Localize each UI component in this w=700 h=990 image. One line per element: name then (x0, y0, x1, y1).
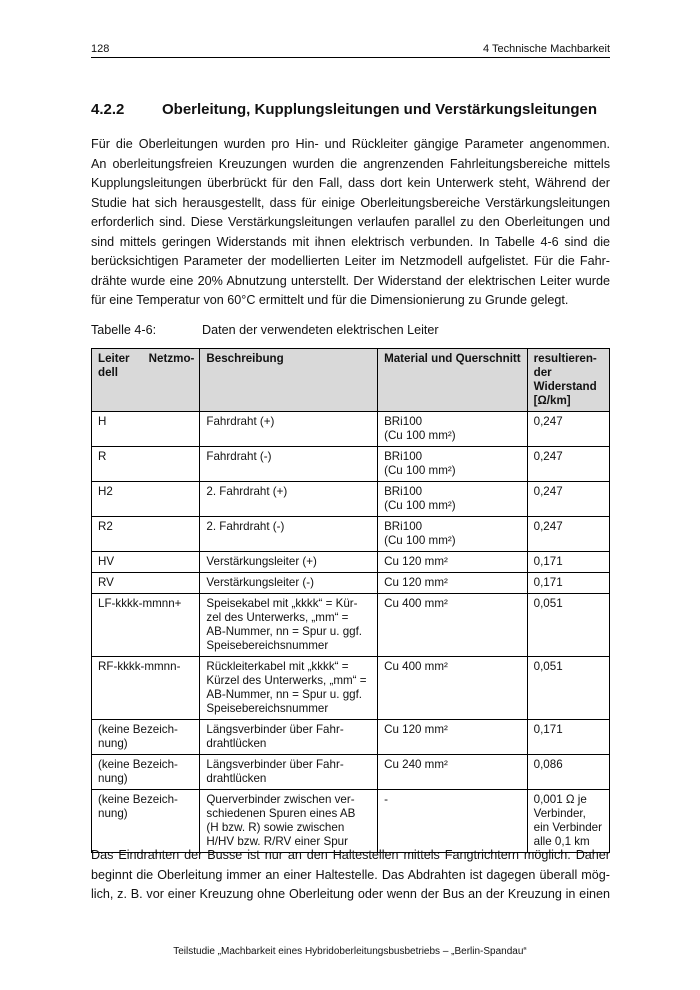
header-widerstand: resultieren- der Widerstand [Ω/km] (527, 349, 609, 412)
table-caption-label: Tabelle 4-6: (91, 323, 157, 337)
cell-material: Cu 400 mm² (378, 594, 528, 657)
cell-material: Cu 120 mm² (378, 552, 528, 573)
cell-leiter: (keine Bezeich- nung) (92, 755, 200, 790)
cell-beschreibung: Fahrdraht (-) (200, 447, 378, 482)
table-row (92, 790, 610, 853)
cell-leiter: RV (92, 573, 200, 594)
cell-beschreibung: Rückleiterkabel mit „kkkk“ = Kürzel des Unterwerks, „mm“ = AB-Nummer, nn = Spur u. ggf. Speisebereichsnummer (200, 657, 378, 720)
header-beschreibung: Beschreibung (200, 349, 378, 412)
cell-material: - (378, 790, 528, 853)
section-number: 4.2.2 (91, 101, 125, 118)
cell-leiter: R2 (92, 517, 200, 552)
cell-beschreibung: Verstärkungsleiter (+) (200, 552, 378, 573)
cell-leiter: HV (92, 552, 200, 573)
text-line: Für die Oberleitungen wurden pro Hin- und Rückleiter gängige Parameter angenommen. (91, 137, 610, 151)
table-row (92, 720, 610, 755)
page-number: 128 (91, 43, 110, 55)
cell-leiter: (keine Bezeich- nung) (92, 790, 200, 853)
cell-material: BRi100 (Cu 100 mm²) (378, 412, 528, 447)
table-caption (91, 322, 439, 338)
text-line: beginnt die Oberleitung immer an einer Haltestelle. Das Abdrahten ist dagegen überall mög- (91, 867, 610, 882)
text-line: berücksichtigen Parameter der modellierten Leiter im Netzmodell aufgelistet. Für die Fahr- (91, 254, 610, 268)
table-row (92, 482, 610, 517)
text-line: Das Eindrahten der Busse ist nur an den Haltestellen mittels Fangtrichtern möglich. Daher (91, 848, 610, 862)
text-line: erforderlich sind. Diese Verstärkungsleitungen verlaufen parallel zu den Oberleitungen und (91, 215, 610, 229)
table-header-row (92, 349, 610, 412)
cell-material: BRi100 (Cu 100 mm²) (378, 517, 528, 552)
cell-beschreibung: Längsverbinder über Fahr- drahtlücken (200, 755, 378, 790)
cell-widerstand: 0,171 (527, 720, 609, 755)
cell-leiter: H (92, 412, 200, 447)
table-row (92, 552, 610, 573)
conductor-data-table (91, 348, 610, 853)
text-line: sind mittels geringen Widerstands mit ihnen elektrisch verbunden. In Tabelle 4-6 sind die (91, 234, 610, 249)
cell-leiter: (keine Bezeich- nung) (92, 720, 200, 755)
cell-widerstand: 0,171 (527, 552, 609, 573)
text-line: drähte wurde eine 20% Abnutzung unterstellt. Der Widerstand der elektrischen Leiter wurde (91, 273, 610, 288)
cell-material: Cu 120 mm² (378, 720, 528, 755)
text-line: Kupplungsleitungen überbrückt für den Fall, dass dort kein Unterwerk steht, Während der (91, 176, 610, 190)
cell-leiter: R (92, 447, 200, 482)
paragraph-intro (91, 135, 610, 311)
cell-widerstand: 0,247 (527, 517, 609, 552)
cell-beschreibung: Speisekabel mit „kkkk“ = Kür- zel des Unterwerks, „mm“ = AB-Nummer, nn = Spur u. ggf. Speisebereichsnummer (200, 594, 378, 657)
cell-material: Cu 240 mm² (378, 755, 528, 790)
cell-leiter: RF-kkkk-mmnn- (92, 657, 200, 720)
cell-widerstand: 0,001 Ω je Verbinder, ein Verbinder alle 0,1 km (527, 790, 609, 853)
cell-beschreibung: 2. Fahrdraht (+) (200, 482, 378, 517)
text-line: Studie hat sich herausgestellt, dass für einige Oberleitungsbereiche Verstärkungsleitungen (91, 195, 610, 210)
cell-widerstand: 0,247 (527, 447, 609, 482)
table-row (92, 517, 610, 552)
cell-widerstand: 0,051 (527, 594, 609, 657)
cell-leiter: LF-kkkk-mmnn+ (92, 594, 200, 657)
cell-beschreibung: Fahrdraht (+) (200, 412, 378, 447)
cell-beschreibung: 2. Fahrdraht (-) (200, 517, 378, 552)
table-row (92, 412, 610, 447)
table-row (92, 657, 610, 720)
cell-material: BRi100 (Cu 100 mm²) (378, 447, 528, 482)
cell-widerstand: 0,086 (527, 755, 609, 790)
cell-material: BRi100 (Cu 100 mm²) (378, 482, 528, 517)
section-title: Oberleitung, Kupplungsleitungen und Verstärkungsleitungen (162, 101, 598, 118)
cell-widerstand: 0,247 (527, 482, 609, 517)
cell-material: Cu 120 mm² (378, 573, 528, 594)
table-row (92, 594, 610, 657)
table-row (92, 447, 610, 482)
cell-beschreibung: Längsverbinder über Fahr- drahtlücken (200, 720, 378, 755)
page-footer: Teilstudie „Machbarkeit eines Hybridoberleitungsbusbetriebs – „Berlin-Spandau“ (173, 946, 527, 957)
table-row (92, 573, 610, 594)
cell-leiter: H2 (92, 482, 200, 517)
cell-widerstand: 0,051 (527, 657, 609, 720)
cell-widerstand: 0,247 (527, 412, 609, 447)
cell-beschreibung: Querverbinder zwischen ver- schiedenen Spuren eines AB (H bzw. R) sowie zwischen H/HV bzw. R/RV einer Spur (200, 790, 378, 853)
text-line: lich, z. B. vor einer Kreuzung ohne Oberleitung oder wenn der Bus an der Kreuzung in einen (91, 887, 610, 901)
text-line: An oberleitungsfreien Kreuzungen wurden die angrenzenden Fahrleitungsbereiche mittels (91, 156, 610, 171)
table-caption-title: Daten der verwendeten elektrischen Leiter (202, 323, 439, 337)
chapter-title: 4 Technische Machbarkeit (483, 43, 610, 55)
cell-widerstand: 0,171 (527, 573, 609, 594)
cell-beschreibung: Verstärkungsleiter (-) (200, 573, 378, 594)
paragraph-eindrahten (91, 846, 610, 905)
header-material: Material und Querschnitt (378, 349, 528, 412)
page-header (91, 43, 610, 58)
cell-material: Cu 400 mm² (378, 657, 528, 720)
table-row (92, 755, 610, 790)
header-leiter-netzmodell: Leiter Netzmo- dell (92, 349, 200, 412)
text-line: für eine Temperatur von 60°C ermittelt und für die Dimensionierung zu Grunde gelegt. (91, 293, 569, 307)
